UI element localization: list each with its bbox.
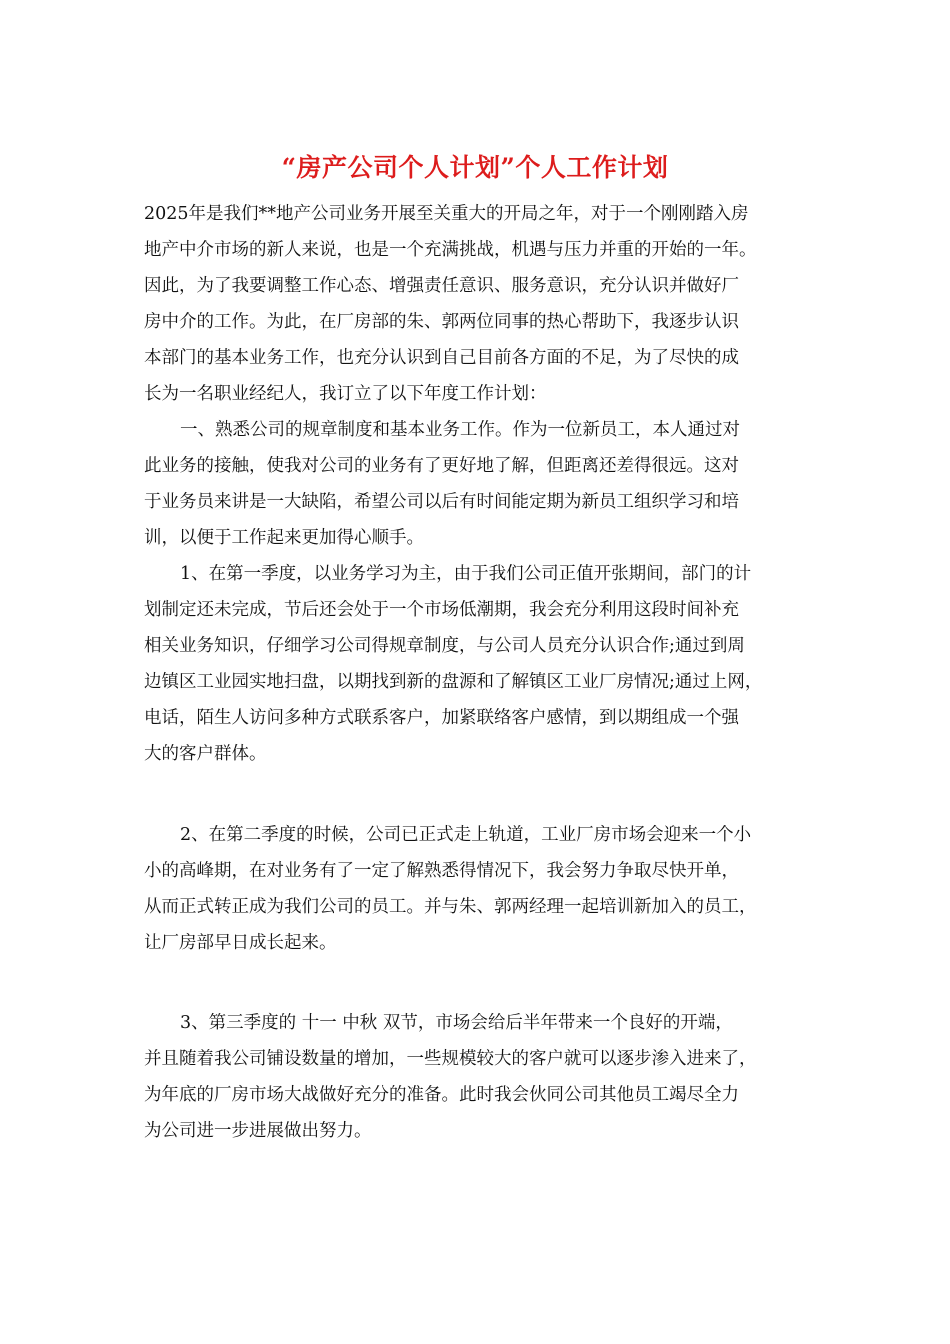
intro-line: 2025年是我们**地产公司业务开展至关重大的开局之年，对于一个刚刚踏入房 <box>144 204 749 224</box>
item1-line: 相关业务知识，仔细学习公司得规章制度，与公司人员充分认识合作;通过到周 <box>144 636 745 656</box>
item1-line: 边镇区工业园实地扫盘，以期找到新的盘源和了解镇区工业厂房情况;通过上网， <box>144 672 763 692</box>
item2-line: 小的高峰期，在对业务有了一定了解熟悉得情况下，我会努力争取尽快开单， <box>144 861 739 881</box>
section1-line: 一、熟悉公司的规章制度和基本业务工作。作为一位新员工，本人通过对 <box>180 420 740 440</box>
item2-line: 让厂房部早日成长起来。 <box>144 933 337 953</box>
item3-line: 并且随着我公司铺设数量的增加，一些规模较大的客户就可以逐步渗入进来了， <box>144 1049 757 1069</box>
item2-line: 2、在第二季度的时候，公司已正式走上轨道，工业厂房市场会迎来一个小 <box>180 825 752 845</box>
item3-line: 为年底的厂房市场大战做好充分的准备。此时我会伙同公司其他员工竭尽全力 <box>144 1085 739 1105</box>
item1-line: 划制定还未完成，节后还会处于一个市场低潮期，我会充分利用这段时间补充 <box>144 600 739 620</box>
intro-line: 因此，为了我要调整工作心态、增强责任意识、服务意识，充分认识并做好厂 <box>144 276 739 296</box>
item3-line: 3、第三季度的 十一 中秋 双节，市场会给后半年带来一个良好的开端， <box>180 1013 733 1033</box>
section1-line: 此业务的接触，使我对公司的业务有了更好地了解，但距离还差得很远。这对 <box>144 456 739 476</box>
intro-line: 本部门的基本业务工作，也充分认识到自己目前各方面的不足，为了尽快的成 <box>144 348 739 368</box>
item1-line: 电话，陌生人访问多种方式联系客户，加紧联络客户感情，到以期组成一个强 <box>144 708 739 728</box>
section1-line: 训，以便于工作起来更加得心顺手。 <box>144 528 424 548</box>
item1-line: 1、在第一季度，以业务学习为主，由于我们公司正值开张期间，部门的计 <box>180 564 752 584</box>
item1-line: 大的客户群体。 <box>144 744 267 764</box>
document-title: “房产公司个人计划”个人工作计划 <box>281 153 669 182</box>
item2-line: 从而正式转正成为我们公司的员工。并与朱、郭两经理一起培训新加入的员工， <box>144 897 757 917</box>
intro-line: 房中介的工作。为此，在厂房部的朱、郭两位同事的热心帮助下，我逐步认识 <box>144 312 739 332</box>
intro-line: 长为一名职业经纪人，我订立了以下年度工作计划： <box>144 384 547 404</box>
intro-line: 地产中介市场的新人来说，也是一个充满挑战，机遇与压力并重的开始的一年。 <box>144 240 757 260</box>
item3-line: 为公司进一步进展做出努力。 <box>144 1121 372 1141</box>
section1-line: 于业务员来讲是一大缺陷，希望公司以后有时间能定期为新员工组织学习和培 <box>144 492 739 512</box>
